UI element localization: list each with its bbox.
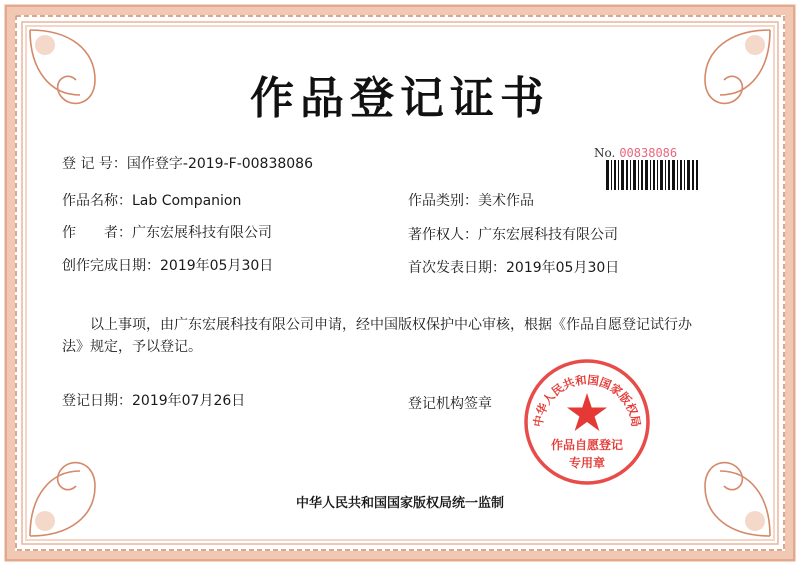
serial-number [594,146,677,160]
author-row [62,224,272,242]
barcode [606,160,698,190]
category-label: 作品类别： [408,193,478,209]
star-icon [567,393,607,431]
publish-date-value: 2019年05月30日 [506,260,620,276]
seal-arc-text: 中华人民共和国国家版权局 [530,372,644,428]
author-label: 作 者： [62,225,132,241]
serial-prefix: No. [594,146,616,160]
category-row [408,192,534,210]
reg-number-label: 登 记 号： [62,156,127,172]
registration-date-value: 2019年07月26日 [132,393,246,409]
author-value: 广东宏展科技有限公司 [132,225,272,241]
seal-line2: 专用章 [568,456,606,470]
category-value: 美术作品 [478,193,534,209]
publish-date-label: 首次发表日期： [408,260,506,276]
copyright-owner-label: 著作权人： [408,227,478,243]
completion-date-row [62,257,273,275]
footer-text: 中华人民共和国国家版权局统一监制 [295,496,504,511]
work-name-row [62,192,241,210]
work-name-value: Lab Companion [132,193,242,209]
work-name-label: 作品名称： [62,193,132,209]
completion-date-label: 创作完成日期： [62,258,160,274]
statement-text: 以上事项，由广东宏展科技有限公司申请，经中国版权保护中心审核，根据《作品自愿登记试行办法》规定，予以登记。 [62,317,692,355]
registration-date-label: 登记日期： [62,393,132,409]
reg-number-row [62,155,313,173]
copyright-owner-value: 广东宏展科技有限公司 [478,227,618,243]
completion-date-value: 2019年05月30日 [160,258,274,274]
seal-line1: 作品自愿登记 [550,438,624,452]
official-seal [522,357,652,487]
seal-label: 登记机构签章 [408,396,492,412]
reg-number-value: 国作登字-2019-F-00838086 [126,156,314,172]
certificate-title: 作品登记证书 [250,73,550,124]
registration-date-row [62,392,245,410]
publish-date-row [408,259,619,277]
serial-value: 00838086 [619,146,678,160]
copyright-owner-row [408,226,618,244]
